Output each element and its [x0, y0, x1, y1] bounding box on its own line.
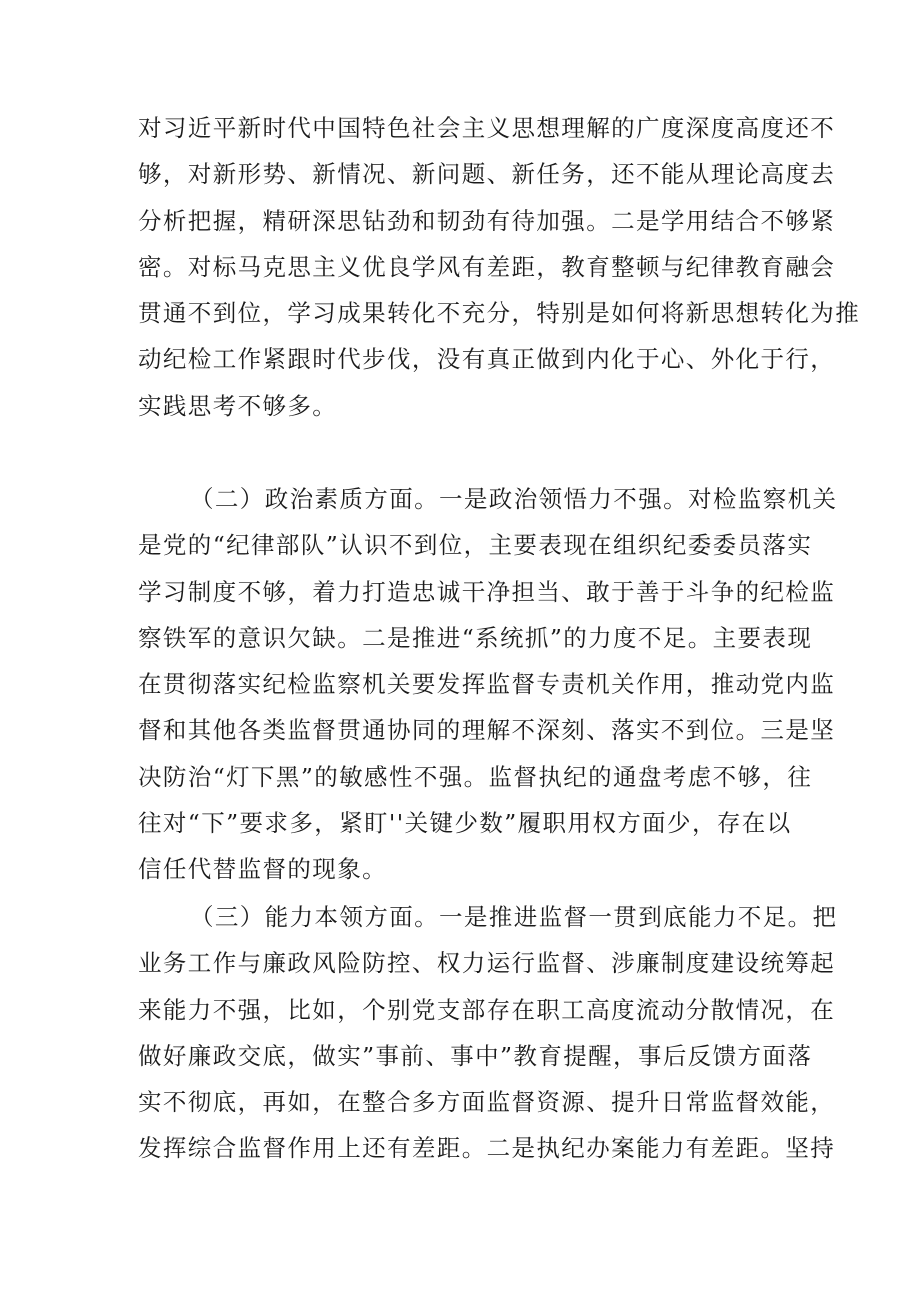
text-line: 督和其他各类监督贯通协同的理解不深刻、落实不到位。三是坚 — [138, 716, 836, 745]
text-line: 来能力不强，比如，个别党支部存在职工高度流动分散情况，在 — [138, 995, 836, 1024]
text-line: 动纪检工作紧跟时代步伐，没有真正做到内化于心、外化于行， — [138, 345, 836, 374]
text-line: 决防治“灯下黑”的敏感性不强。监督执纪的通盘考虑不够，往 — [138, 762, 813, 791]
text-line: 对习近平新时代中国特色社会主义思想理解的广度深度高度还不 — [138, 114, 836, 142]
text-line: 实不彻底，再如，在整合多方面监督资源、提升日常监督效能， — [138, 1088, 836, 1117]
text-line: 是党的“纪律部队”认识不到位，主要表现在组织纪委委员落实 — [138, 531, 813, 560]
text-line: 实践思考不够多。 — [138, 391, 338, 420]
text-line: 在贯彻落实纪检监察机关要发挥监督专责机关作用，推动党内监 — [138, 670, 836, 699]
paragraph-capability — [138, 894, 838, 1172]
text-line: 密。对标马克思主义优良学风有差距，教育整顿与纪律教育融会 — [138, 252, 836, 281]
text-line: 学习制度不够，着力打造忠诚干净担当、敢于善于斗争的纪检监 — [138, 577, 836, 606]
text-line: （三）能力本领方面。一是推进监督一贯到底能力不足。把 — [190, 903, 838, 931]
text-line: 察铁军的意识欠缺。二是推进“系统抓”的力度不足。主要表现 — [138, 623, 813, 652]
text-line: 业务工作与廉政风险防控、权力运行监督、涉廉制度建设统筹起 — [138, 949, 836, 978]
text-line: （二）政治素质方面。一是政治领悟力不强。对检监察机关 — [190, 485, 838, 513]
text-line: 发挥综合监督作用上还有差距。二是执纪办案能力有差距。坚持 — [138, 1134, 836, 1163]
text-line: 贯通不到位，学习成果转化不充分，特别是如何将新思想转化为推 — [138, 299, 861, 328]
paragraph-political-quality — [138, 476, 838, 893]
text-line: 信任代替监督的现象。 — [138, 855, 387, 884]
text-line: 分析把握，精研深思钻劲和韧劲有待加强。二是学用结合不够紧 — [138, 206, 836, 235]
text-line: 够，对新形势、新情况、新问题、新任务，还不能从理论高度去 — [138, 160, 836, 189]
text-line: 做好廉政交底，做实”事前、事中”教育提醒，事后反馈方面落 — [138, 1041, 813, 1070]
text-line: 往对“下”要求多，紧盯''关键少数”履职用权方面少，存在以 — [138, 809, 792, 838]
paragraph-continuation — [138, 105, 861, 429]
